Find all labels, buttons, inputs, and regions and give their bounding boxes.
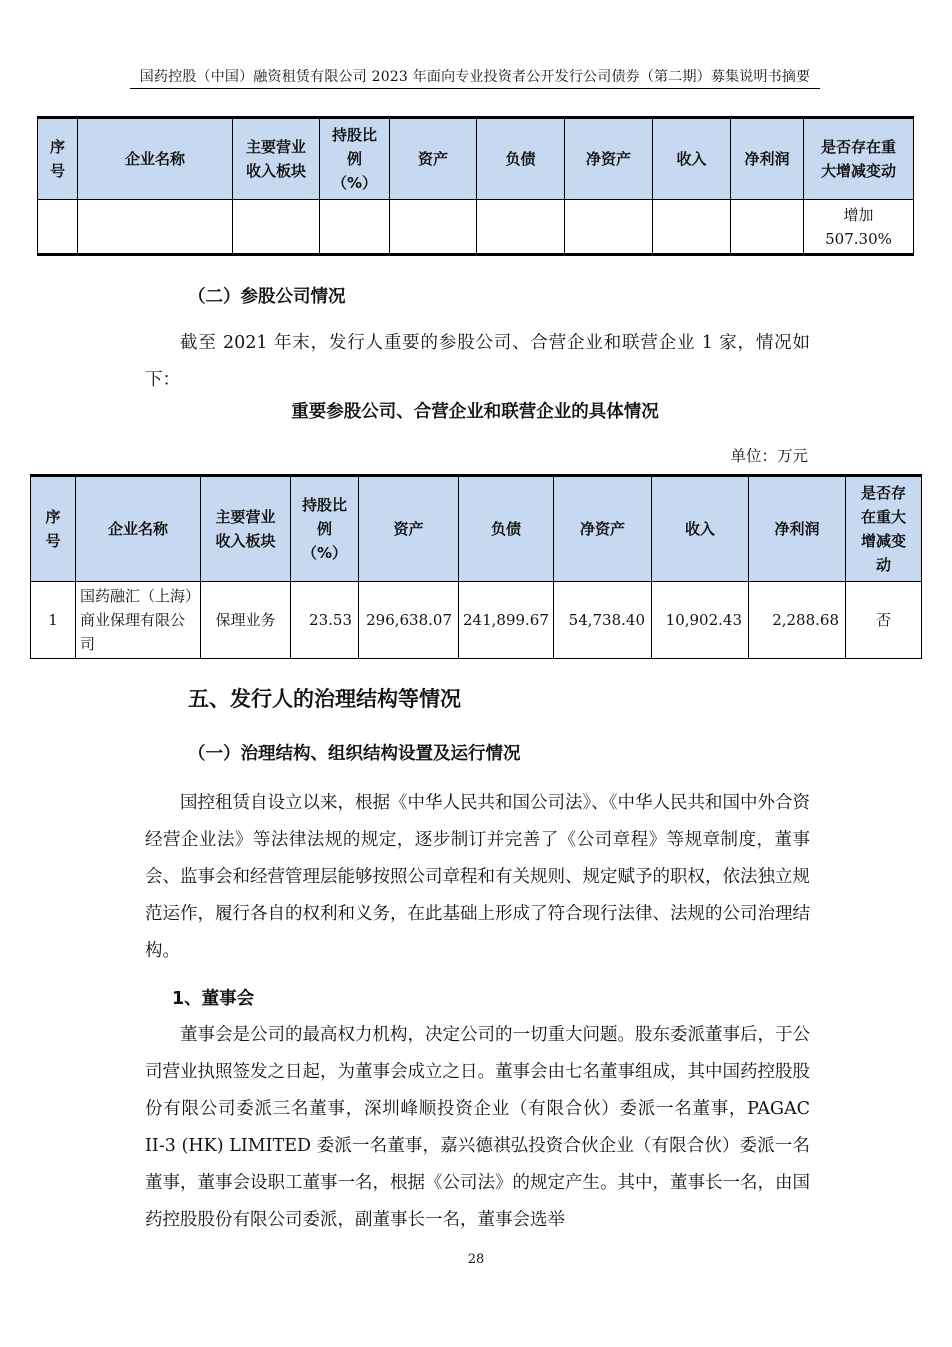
cell-seq: 1: [31, 582, 76, 659]
header-rule: [130, 88, 820, 89]
cell-liab: [477, 200, 565, 255]
col-header-pct: 持股比 例 （%）: [320, 118, 390, 200]
col-header-change: 是否存 在重大 增减变 动: [846, 476, 922, 582]
cell-assets: [390, 200, 477, 255]
col-header-profit: 净利润: [731, 118, 804, 200]
section-2-paragraph: 截至 2021 年末，发行人重要的参股公司、合营企业和联营企业 1 家，情况如下：: [145, 333, 810, 390]
col-header-profit: 净利润: [749, 476, 846, 582]
cell-change: 否: [846, 582, 922, 659]
section-heading-2: （二）参股公司情况: [188, 287, 346, 307]
col-header-change: 是否存在重 大增减变动: [804, 118, 914, 200]
cell-pct: 23.53: [291, 582, 359, 659]
cell-net: 54,738.40: [554, 582, 652, 659]
cell-biz: 保理业务: [201, 582, 291, 659]
section-heading-5: 五、发行人的治理结构等情况: [188, 687, 461, 711]
subsidiary-table-continued: [37, 116, 914, 256]
col-header-rev: 收入: [653, 118, 731, 200]
table-header-row: [38, 118, 914, 200]
subsection-heading-board: 1、董事会: [172, 989, 255, 1009]
col-header-assets: 资产: [390, 118, 477, 200]
col-header-net: 净资产: [565, 118, 653, 200]
col-header-biz: 主要营业 收入板块: [233, 118, 320, 200]
col-header-name: 企业名称: [76, 476, 201, 582]
col-header-liab: 负债: [459, 476, 554, 582]
subsection-heading-1: （一）治理结构、组织结构设置及运行情况: [188, 744, 521, 764]
col-header-pct: 持股比 例 （%）: [291, 476, 359, 582]
page-number: 28: [467, 1252, 485, 1267]
col-header-biz: 主要营业 收入板块: [201, 476, 291, 582]
col-header-seq: 序 号: [31, 476, 76, 582]
cell-seq: [38, 200, 78, 255]
cell-assets: 296,638.07: [359, 582, 459, 659]
board-paragraph: 董事会是公司的最高权力机构，决定公司的一切重大问题。股东委派董事后，于公司营业执照签发之日起，为董事会成立之日。董事会由七名董事组成，其中国药控股股份有限公司委派三名董事，深圳峰顺投资企业（有限合伙）委派一名董事，PAGAC II-3 (HK) LIMITED 委派一名董事，嘉兴德祺弘投资合伙企业（有限合伙）委派一名董事，董事会设职工董事一名，根据《公司法》的规定产生。其中，董事长一名，由国药控股股份有限公司委派，副董事长一名，董事会选举: [145, 1025, 810, 1230]
table-header-row: [31, 476, 922, 582]
cell-rev: 10,902.43: [652, 582, 749, 659]
col-header-seq: 序 号: [38, 118, 78, 200]
cell-biz: [233, 200, 320, 255]
col-header-assets: 资产: [359, 476, 459, 582]
cell-profit: [731, 200, 804, 255]
table-caption: 重要参股公司、合营企业和联营企业的具体情况: [291, 402, 659, 422]
cell-profit: 2,288.68: [749, 582, 846, 659]
cell-name: 国药融汇（上海）商业保理有限公司: [76, 582, 201, 659]
unit-label: 单位：万元: [730, 447, 808, 465]
affiliate-table: [30, 474, 922, 659]
col-header-name: 企业名称: [78, 118, 233, 200]
col-header-rev: 收入: [652, 476, 749, 582]
cell-name: [78, 200, 233, 255]
cell-pct: [320, 200, 390, 255]
cell-net: [565, 200, 653, 255]
cell-change: 增加 507.30%: [804, 200, 914, 255]
cell-liab: 241,899.67: [459, 582, 554, 659]
table-row: [38, 200, 914, 255]
table-row: [31, 582, 922, 659]
col-header-liab: 负债: [477, 118, 565, 200]
header-title: 国药控股（中国）融资租赁有限公司 2023 年面向专业投资者公开发行公司债券（第二期）募集说明书摘要: [139, 69, 811, 85]
col-header-net: 净资产: [554, 476, 652, 582]
cell-rev: [653, 200, 731, 255]
governance-paragraph: 国控租赁自设立以来，根据《中华人民共和国公司法》、《中华人民共和国中外合资经营企业法》等法律法规的规定，逐步制订并完善了《公司章程》等规章制度，董事会、监事会和经营管理层能够按照公司章程和有关规则、规定赋予的职权，依法独立规范运作，履行各自的权利和义务，在此基础上形成了符合现行法律、法规的公司治理结构。: [145, 793, 810, 961]
